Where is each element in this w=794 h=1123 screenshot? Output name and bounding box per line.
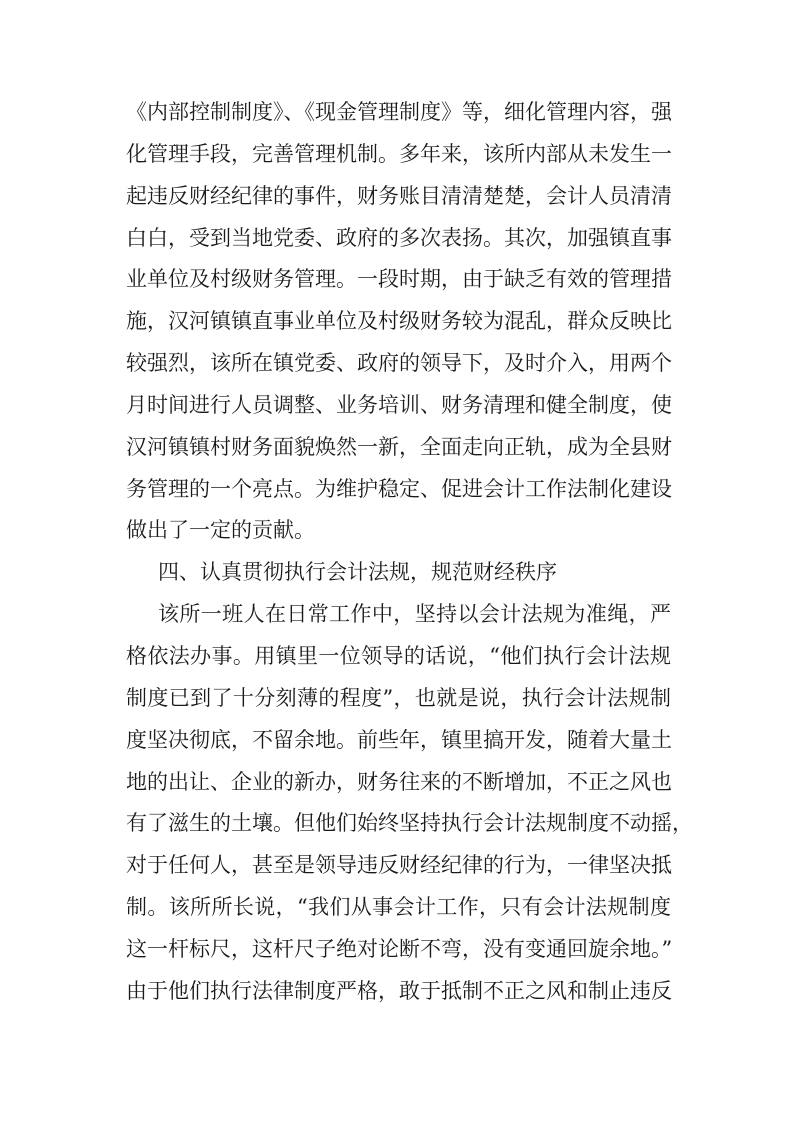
text-line-7: 较强烈，该所在镇党委、政府的领导下，及时介入，用两个 [126, 351, 672, 376]
text-line-8: 月时间进行人员调整、业务培训、财务清理和健全制度，使 [126, 392, 672, 417]
text-line-4: 白白，受到当地党委、政府的多次表扬。其次，加强镇直事 [126, 225, 672, 250]
text-line-10: 务管理的一个亮点。为维护稳定、促进会计工作法制化建设 [126, 476, 672, 501]
text-line-20: 制。该所所长说，“我们从事会计工作，只有会计法规制度 [126, 895, 671, 920]
body-text [126, 92, 693, 1013]
text-line-5: 业单位及村级财务管理。一段时期，由于缺乏有效的管理措 [126, 267, 672, 292]
text-line-14: 格依法办事。用镇里一位领导的话说，“他们执行会计法规 [126, 643, 671, 668]
text-line-11: 做出了一定的贡献。 [126, 518, 315, 543]
text-line-3: 起违反财经纪律的事件，财务账目清清楚楚，会计人员清清 [126, 183, 672, 208]
text-line-17: 地的出让、企业的新办，财务往来的不断增加，不正之风也 [126, 769, 672, 794]
section-heading: 四、认真贯彻执行会计法规，规范财经秩序 [158, 560, 557, 585]
text-line-13: 该所一班人在日常工作中，坚持以会计法规为准绳，严 [158, 602, 671, 627]
text-line-19: 对于任何人，甚至是领导违反财经纪律的行为，一律坚决抵 [126, 853, 672, 878]
text-line-21: 这一杆标尺，这杆尺子绝对论断不弯，没有变通回旋余地。” [126, 936, 673, 961]
text-line-18: 有了滋生的土壤。但他们始终坚持执行会计法规制度不动摇， [126, 811, 693, 836]
text-line-9: 汉河镇镇村财务面貌焕然一新，全面走向正轨，成为全县财 [126, 434, 672, 459]
text-line-6: 施，汉河镇镇直事业单位及村级财务较为混乱，群众反映比 [126, 309, 672, 334]
text-line-16: 度坚决彻底，不留余地。前些年，镇里搞开发，随着大量土 [126, 727, 672, 752]
text-line-1: 《内部控制制度》、《现金管理制度》等，细化管理内容，强 [126, 100, 672, 124]
text-line-2: 化管理手段，完善管理机制。多年来，该所内部从未发生一 [126, 141, 672, 166]
text-line-15: 制度已到了十分刻薄的程度”，也就是说，执行会计法规制 [126, 685, 671, 710]
text-line-22: 由于他们执行法律制度严格，敢于抵制不正之风和制止违反 [126, 978, 672, 1003]
